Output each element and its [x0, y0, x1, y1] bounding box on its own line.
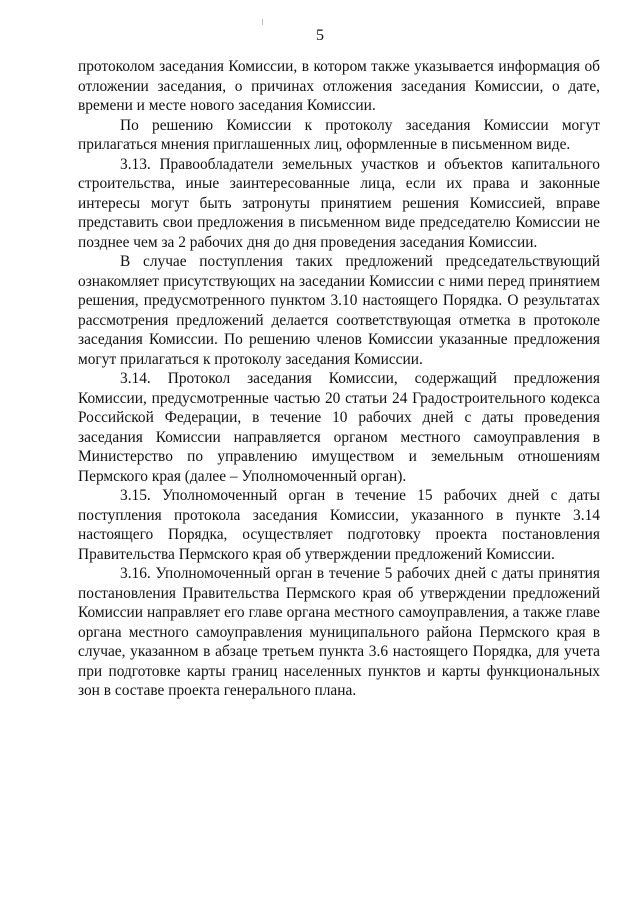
page-number: 5 [316, 27, 324, 44]
paragraph-3-14: 3.14. Протокол заседания Комиссии, содержащий предложения Комиссии, предусмотренные частью 20 статьи 24 Градостроительного кодекса Российской Федерации, в течение 10 рабочих дней с даты проведения заседания Комиссии направляется органом местного самоуправления в Министерство по управлению имуществом и земельным отношениям Пермского края (далее – Уполномоченный орган). [78, 370, 600, 485]
paragraph-3-16: 3.16. Уполномоченный орган в течение 5 рабочих дней с даты принятия постановления Правительства Пермского края об утверждении предложений Комиссии направляет его главе органа местного самоуправления, а также главе органа местного самоуправления муниципального района Пермского края в случае, указанном в абзаце третьем пункта 3.6 настоящего Порядка, для учета при подготовке карты границ населенных пунктов и карты функциональных зон в составе проекта генерального плана. [78, 565, 600, 699]
paragraph-proposals-handling: В случае поступления таких предложений председательствующий ознакомляет присутствующих на заседании Комиссии с ними перед принятием решения, предусмотренного пунктом 3.10 настоящего Порядка. О результатах рассмотрения предложений делается соответствующая отметка в протоколе заседания Комиссии. По решению членов Комиссии указанные предложения могут прилагаться к протоколу заседания Комиссии. [78, 253, 600, 368]
paragraph-commission-opinions: По решению Комиссии к протоколу заседания Комиссии могут прилагаться мнения приглашенных лиц, оформленные в письменном виде. [78, 116, 600, 153]
document-body [78, 57, 600, 701]
paragraph-3-13: 3.13. Правообладатели земельных участков и объектов капитального строительства, иные заинтересованные лица, если их права и законные интересы могут быть затронуты принятием решения Комиссией, вправе представить свои предложения в письменном виде председателю Комиссии не позднее чем за 2 рабочих дня до дня проведения заседания Комиссии. [78, 155, 600, 251]
paragraph-3-15: 3.15. Уполномоченный орган в течение 15 рабочих дней с даты поступления протокола заседания Комиссии, указанного в пункте 3.14 настоящего Порядка, осуществляет подготовку проекта постановления Правительства Пермского края об утверждении предложений Комиссии. [78, 487, 600, 563]
scan-artifact [262, 19, 263, 25]
paragraph-continuation: протоколом заседания Комиссии, в котором также указывается информация об отложении заседания, о причинах отложения заседания Комиссии, о дате, времени и месте нового заседания Комиссии. [78, 58, 600, 114]
